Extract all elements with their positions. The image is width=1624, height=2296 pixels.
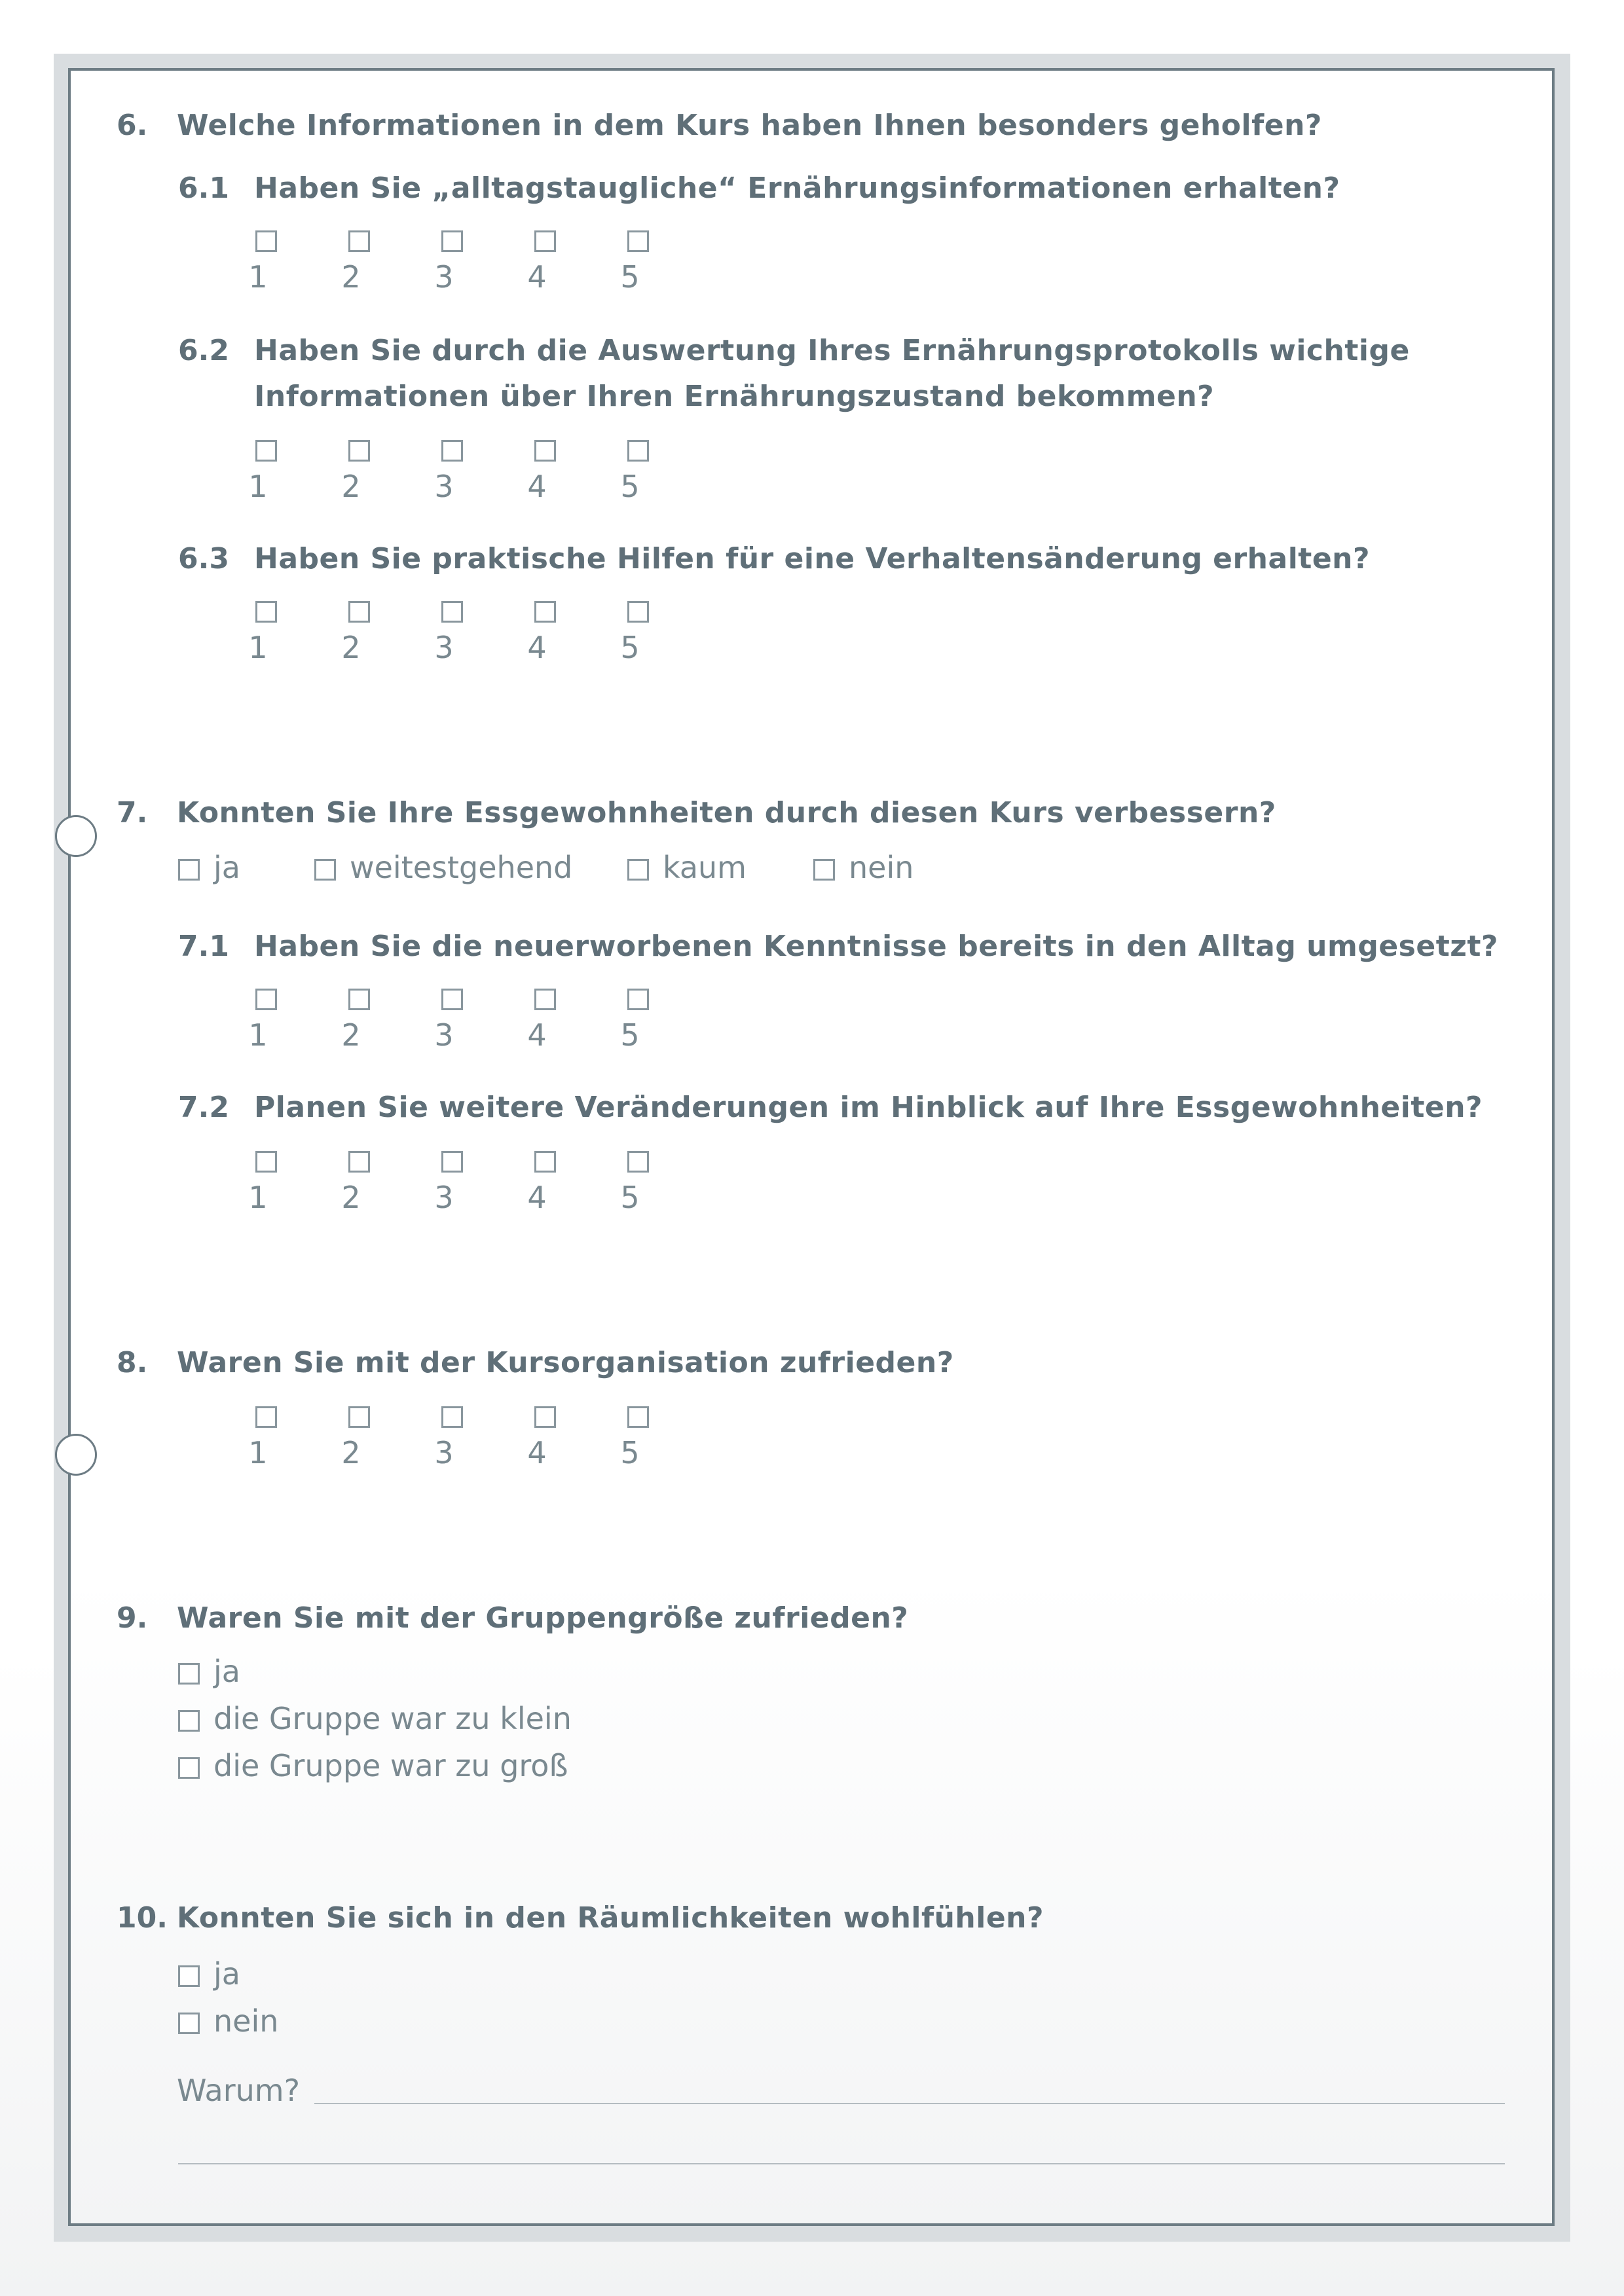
- punch-hole: [55, 1434, 97, 1476]
- question-number: 10.: [117, 1901, 168, 1935]
- answer-line[interactable]: [178, 2163, 1505, 2164]
- rating-checkbox-1[interactable]: [255, 989, 277, 1010]
- rating-checkbox-5[interactable]: [627, 440, 649, 462]
- subquestion-text: Haben Sie praktische Hilfen für eine Verhaltensänderung erhalten?: [254, 542, 1371, 575]
- checkbox-ja[interactable]: [178, 1965, 200, 1987]
- rating-label: 1: [248, 630, 268, 665]
- rating-label: 5: [620, 1180, 640, 1215]
- option-label: nein: [849, 850, 914, 885]
- rating-checkbox-2[interactable]: [348, 989, 370, 1010]
- rating-label: 4: [527, 469, 547, 504]
- rating-label: 1: [248, 1017, 268, 1053]
- rating-checkbox-4[interactable]: [534, 1151, 556, 1173]
- question-text: Welche Informationen in dem Kurs haben Ihnen besonders geholfen?: [177, 109, 1322, 142]
- checkbox-weitestgehend[interactable]: [314, 859, 336, 881]
- rating-checkbox-1[interactable]: [255, 1406, 277, 1428]
- question-number: 6.: [117, 109, 148, 142]
- rating-label: 2: [341, 630, 361, 665]
- rating-checkbox-3[interactable]: [441, 989, 463, 1010]
- option-label: ja: [213, 1956, 240, 1992]
- rating-checkbox-5[interactable]: [627, 601, 649, 623]
- option-label: kaum: [663, 850, 747, 885]
- rating-label: 5: [620, 259, 640, 295]
- rating-label: 2: [341, 259, 361, 295]
- rating-label: 1: [248, 259, 268, 295]
- option-label: ja: [213, 1654, 240, 1689]
- rating-label: 3: [434, 1435, 454, 1470]
- rating-checkbox-2[interactable]: [348, 230, 370, 252]
- rating-checkbox-5[interactable]: [627, 1151, 649, 1173]
- checkbox-nein[interactable]: [178, 2013, 200, 2034]
- question-number: 7.: [117, 796, 148, 829]
- rating-label: 3: [434, 259, 454, 295]
- rating-checkbox-2[interactable]: [348, 1151, 370, 1173]
- checkbox-ja[interactable]: [178, 1663, 200, 1685]
- rating-label: 1: [248, 469, 268, 504]
- option-label: die Gruppe war zu klein: [213, 1701, 572, 1736]
- question-text: Waren Sie mit der Gruppengröße zufrieden?: [177, 1601, 909, 1635]
- rating-label: 1: [248, 1180, 268, 1215]
- rating-label: 3: [434, 630, 454, 665]
- checkbox-kaum[interactable]: [627, 859, 649, 881]
- punch-hole: [55, 815, 97, 857]
- option-label: nein: [213, 2003, 279, 2039]
- rating-checkbox-4[interactable]: [534, 230, 556, 252]
- rating-label: 4: [527, 1180, 547, 1215]
- rating-label: 5: [620, 1017, 640, 1053]
- rating-checkbox-4[interactable]: [534, 989, 556, 1010]
- option-label: weitestgehend: [350, 850, 573, 885]
- rating-label: 2: [341, 1017, 361, 1053]
- question-number: 8.: [117, 1346, 148, 1379]
- rating-label: 4: [527, 1435, 547, 1470]
- subquestion-text: Haben Sie die neuerworbenen Kenntnisse bereits in den Alltag umgesetzt?: [254, 930, 1498, 963]
- subquestion-text: Haben Sie durch die Auswertung Ihres Ernährungsprotokolls wichtige: [254, 334, 1410, 367]
- rating-label: 2: [341, 1435, 361, 1470]
- subquestion-text: Planen Sie weitere Veränderungen im Hinblick auf Ihre Essgewohnheiten?: [254, 1091, 1483, 1124]
- rating-label: 3: [434, 1017, 454, 1053]
- subquestion-text: Informationen über Ihren Ernährungszustand bekommen?: [254, 380, 1215, 413]
- checkbox-zu-gross[interactable]: [178, 1757, 200, 1779]
- rating-label: 2: [341, 1180, 361, 1215]
- subquestion-number: 6.3: [178, 542, 229, 575]
- checkbox-nein[interactable]: [813, 859, 835, 881]
- subquestion-text: Haben Sie „alltagstaugliche“ Ernährungsinformationen erhalten?: [254, 172, 1340, 205]
- option-label: die Gruppe war zu groß: [213, 1748, 568, 1783]
- rating-label: 3: [434, 469, 454, 504]
- question-text: Konnten Sie Ihre Essgewohnheiten durch diesen Kurs verbessern?: [177, 796, 1276, 829]
- rating-label: 2: [341, 469, 361, 504]
- rating-checkbox-5[interactable]: [627, 989, 649, 1010]
- rating-checkbox-2[interactable]: [348, 440, 370, 462]
- rating-label: 3: [434, 1180, 454, 1215]
- option-label: ja: [213, 850, 240, 885]
- rating-checkbox-5[interactable]: [627, 1406, 649, 1428]
- rating-checkbox-1[interactable]: [255, 1151, 277, 1173]
- rating-label: 5: [620, 469, 640, 504]
- rating-label: 4: [527, 630, 547, 665]
- rating-label: 1: [248, 1435, 268, 1470]
- rating-checkbox-2[interactable]: [348, 601, 370, 623]
- rating-checkbox-3[interactable]: [441, 1406, 463, 1428]
- rating-checkbox-5[interactable]: [627, 230, 649, 252]
- rating-checkbox-2[interactable]: [348, 1406, 370, 1428]
- rating-label: 4: [527, 1017, 547, 1053]
- answer-line[interactable]: [314, 2103, 1505, 2104]
- rating-checkbox-3[interactable]: [441, 440, 463, 462]
- rating-checkbox-4[interactable]: [534, 1406, 556, 1428]
- subquestion-number: 6.2: [178, 334, 229, 367]
- checkbox-ja[interactable]: [178, 859, 200, 881]
- rating-checkbox-4[interactable]: [534, 440, 556, 462]
- rating-checkbox-1[interactable]: [255, 440, 277, 462]
- subquestion-number: 6.1: [178, 172, 229, 205]
- question-text: Konnten Sie sich in den Räumlichkeiten wohlfühlen?: [177, 1901, 1044, 1935]
- rating-checkbox-4[interactable]: [534, 601, 556, 623]
- why-label: Warum?: [177, 2073, 301, 2108]
- rating-checkbox-1[interactable]: [255, 230, 277, 252]
- rating-label: 5: [620, 1435, 640, 1470]
- rating-label: 4: [527, 259, 547, 295]
- rating-label: 5: [620, 630, 640, 665]
- rating-checkbox-3[interactable]: [441, 601, 463, 623]
- rating-checkbox-3[interactable]: [441, 230, 463, 252]
- question-text: Waren Sie mit der Kursorganisation zufrieden?: [177, 1346, 954, 1379]
- question-number: 9.: [117, 1601, 148, 1635]
- subquestion-number: 7.2: [178, 1091, 229, 1124]
- checkbox-zu-klein[interactable]: [178, 1710, 200, 1732]
- rating-checkbox-1[interactable]: [255, 601, 277, 623]
- subquestion-number: 7.1: [178, 930, 229, 963]
- rating-checkbox-3[interactable]: [441, 1151, 463, 1173]
